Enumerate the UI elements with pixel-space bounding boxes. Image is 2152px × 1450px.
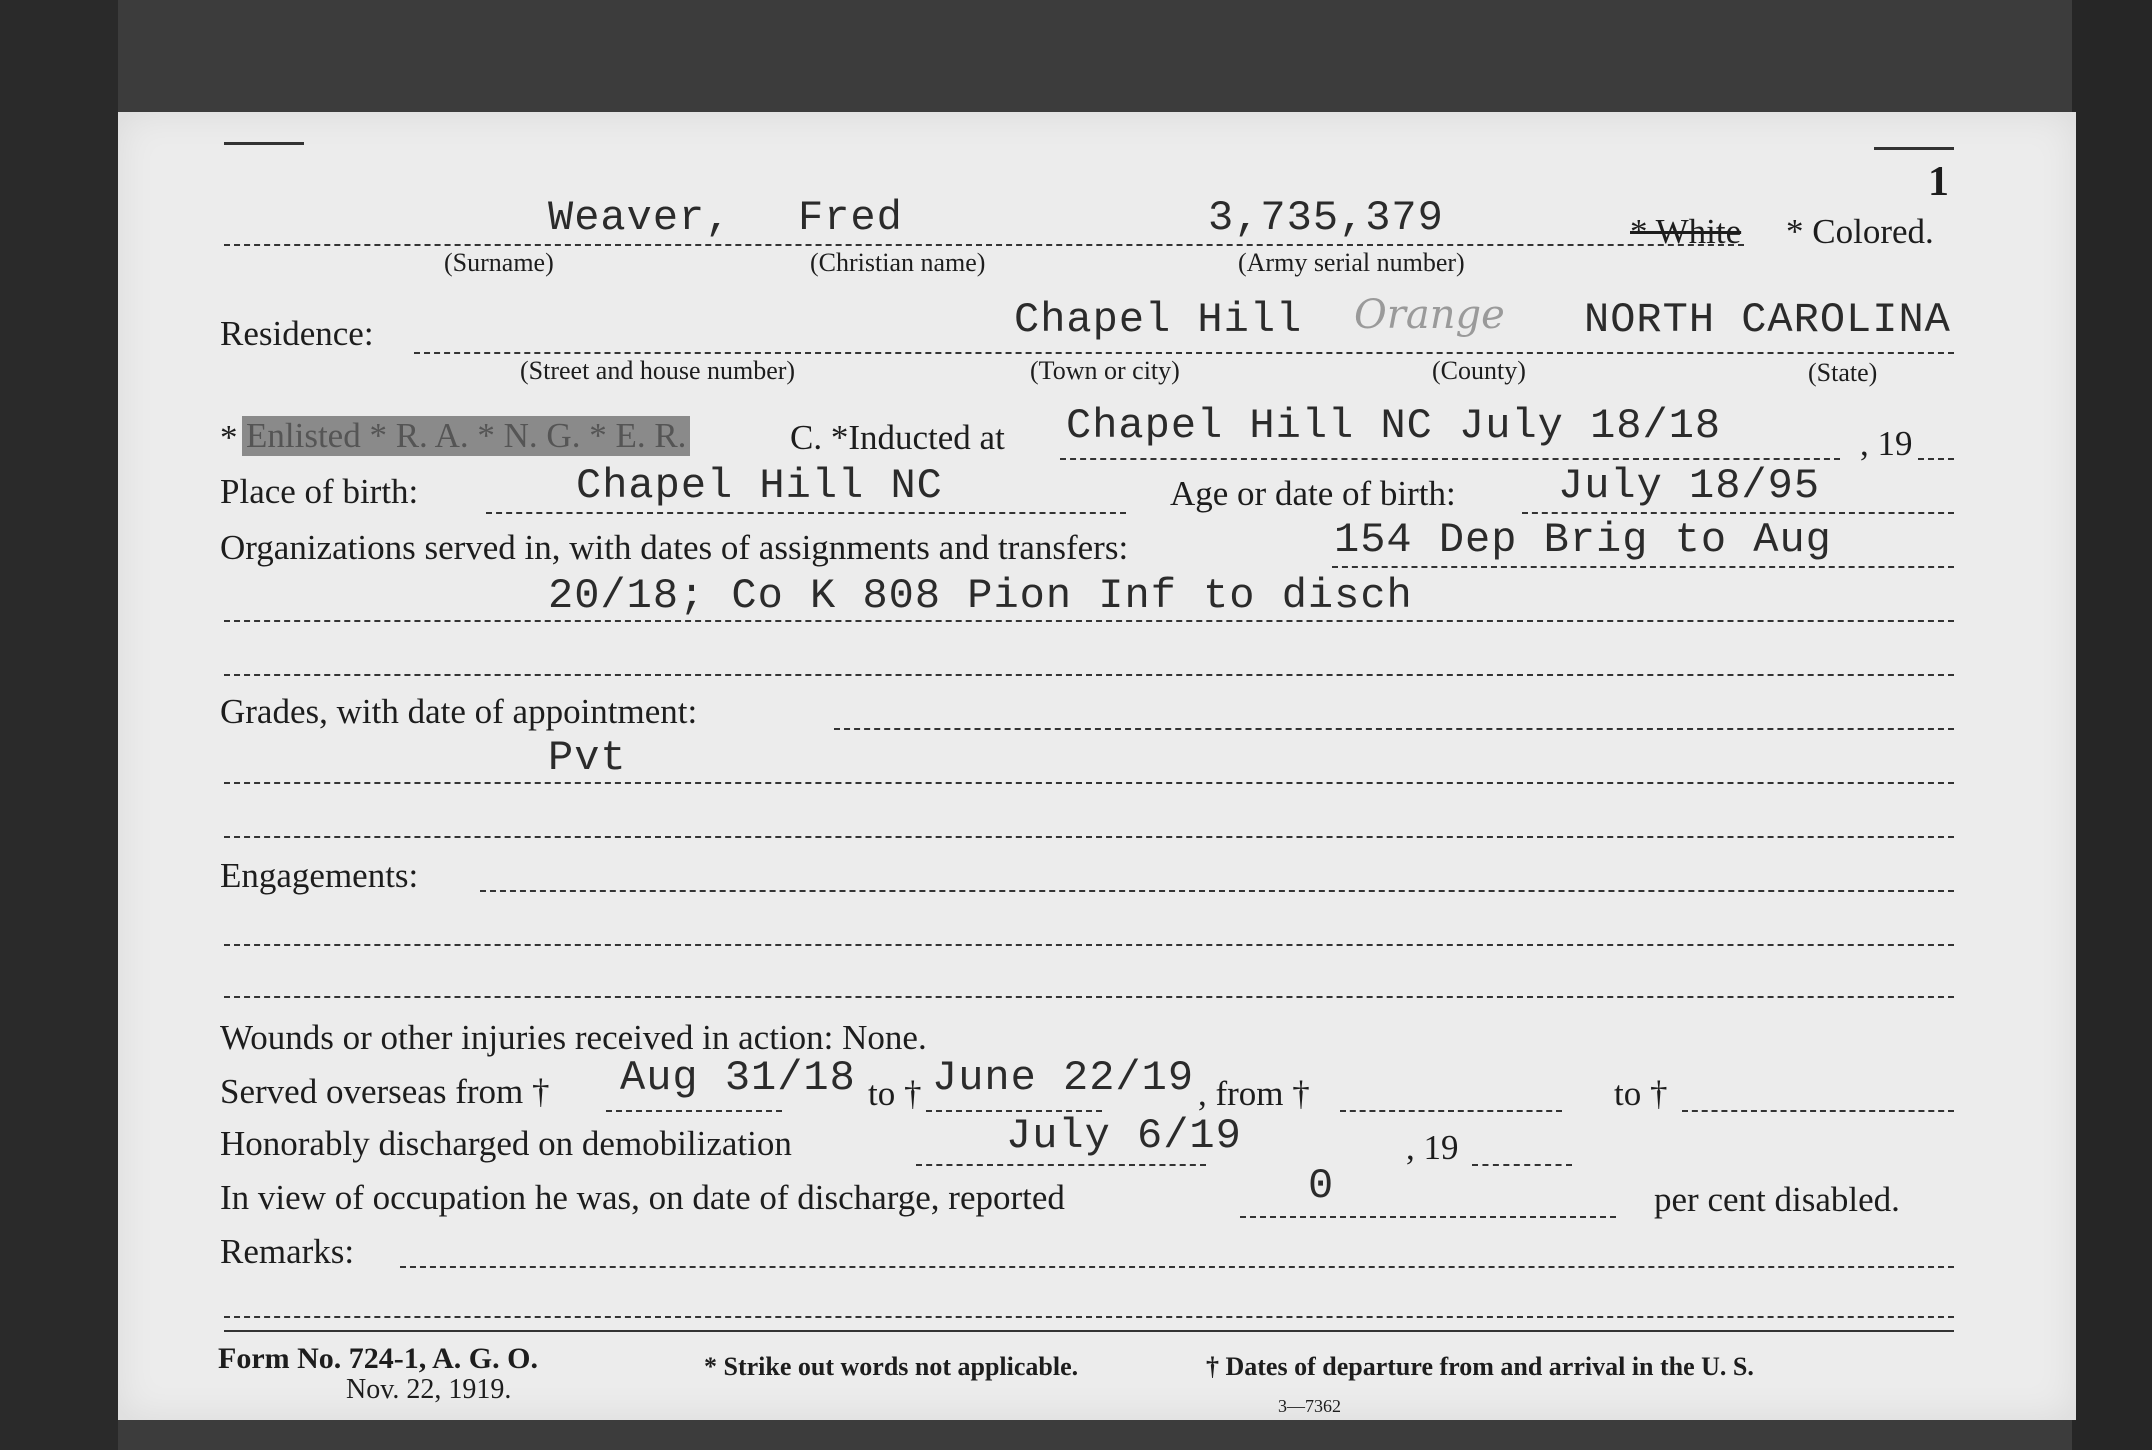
surname-value: Weaver, xyxy=(548,194,732,242)
race-colored: * Colored. xyxy=(1786,212,1934,251)
engagements-line-1 xyxy=(480,890,1954,892)
top-left-rule xyxy=(224,142,304,145)
occupation-label: In view of occupation he was, on date of discharge, reported xyxy=(220,1178,1065,1217)
engagements-label: Engagements: xyxy=(220,856,419,895)
overseas-to-label: to † xyxy=(868,1074,922,1113)
grades-label: Grades, with date of appointment: xyxy=(220,692,698,731)
serial-number-label: (Army serial number) xyxy=(1238,248,1465,277)
overseas-to2-label: to † xyxy=(1614,1074,1668,1113)
inducted-line xyxy=(1060,458,1840,460)
disabled-value: 0 xyxy=(1308,1162,1335,1210)
year-19-label: , 19 xyxy=(1860,424,1913,463)
scan-right-edge xyxy=(2072,0,2152,1450)
organizations-line-3 xyxy=(224,674,1954,676)
town-label: (Town or city) xyxy=(1030,356,1180,385)
birth-place-label: Place of birth: xyxy=(220,472,419,511)
grades-value: Pvt xyxy=(548,734,627,782)
remarks-line-2 xyxy=(224,1316,1954,1318)
county-label: (County) xyxy=(1432,356,1526,385)
scan-left-edge xyxy=(0,0,118,1450)
year-19-line xyxy=(1918,458,1954,460)
overseas-from-value: Aug 31/18 xyxy=(620,1054,856,1102)
enlisted-asterisk: * xyxy=(220,418,238,457)
overseas-to2-line xyxy=(1682,1110,1954,1112)
residence-town: Chapel Hill xyxy=(1014,296,1303,344)
discharge-year-line xyxy=(1472,1164,1572,1166)
overseas-from-line xyxy=(606,1110,782,1112)
surname-label: (Surname) xyxy=(444,248,554,277)
footer-rule xyxy=(224,1330,1954,1332)
inducted-value: Chapel Hill NC July 18/18 xyxy=(1066,402,1722,450)
card-number: 1 xyxy=(1928,159,1949,205)
engagements-line-2 xyxy=(224,944,1954,946)
strike-note: * Strike out words not applicable. xyxy=(704,1352,1079,1381)
street-label: (Street and house number) xyxy=(520,356,796,385)
discharge-year-label: , 19 xyxy=(1406,1128,1459,1167)
race-white-struck: * White xyxy=(1630,212,1742,251)
grades-line-1 xyxy=(834,728,1954,730)
wounds-label: Wounds or other injuries received in action: None. xyxy=(220,1018,927,1057)
overseas-from-label: Served overseas from † xyxy=(220,1072,550,1111)
age-label: Age or date of birth: xyxy=(1170,474,1456,513)
residence-line xyxy=(414,352,1954,354)
print-code: 3—7362 xyxy=(1278,1396,1341,1416)
birth-place-line xyxy=(486,512,1126,514)
christian-name-value: Fred xyxy=(798,194,903,242)
top-right-rule xyxy=(1874,147,1954,150)
discharge-date-value: July 6/19 xyxy=(1006,1112,1242,1160)
inducted-at-label: C. *Inducted at xyxy=(790,418,1005,457)
serial-number-value: 3,735,379 xyxy=(1208,194,1444,242)
residence-label: Residence: xyxy=(220,314,374,353)
form-date: Nov. 22, 1919. xyxy=(346,1374,512,1405)
disabled-line xyxy=(1240,1216,1616,1218)
disabled-label: per cent disabled. xyxy=(1654,1180,1900,1219)
age-line xyxy=(1522,512,1954,514)
organizations-value-2: 20/18; Co K 808 Pion Inf to disch xyxy=(548,572,1413,620)
form-number: Form No. 724-1, A. G. O. xyxy=(218,1342,538,1375)
christian-name-label: (Christian name) xyxy=(810,248,986,277)
service-record-card xyxy=(118,112,2076,1420)
dates-note: † Dates of departure from and arrival in the U. S. xyxy=(1206,1352,1754,1381)
discharge-label: Honorably discharged on demobilization xyxy=(220,1124,792,1163)
remarks-line-1 xyxy=(400,1266,1954,1268)
engagements-line-3 xyxy=(224,996,1954,998)
organizations-value-1: 154 Dep Brig to Aug xyxy=(1334,516,1832,564)
birth-date-value: July 18/95 xyxy=(1558,462,1821,510)
remarks-label: Remarks: xyxy=(220,1232,355,1271)
discharge-line xyxy=(916,1164,1206,1166)
residence-county: Orange xyxy=(1354,292,1505,338)
overseas-from2-line xyxy=(1340,1110,1562,1112)
organizations-label: Organizations served in, with dates of assignments and transfers: xyxy=(220,528,1129,567)
overseas-from2-label: , from † xyxy=(1198,1074,1310,1113)
grades-line-2 xyxy=(224,782,1954,784)
overseas-to-value: June 22/19 xyxy=(932,1054,1195,1102)
enlisted-struck-options: Enlisted * R. A. * N. G. * E. R. xyxy=(242,416,690,456)
residence-state: NORTH CAROLINA xyxy=(1584,296,1951,344)
grades-line-3 xyxy=(224,836,1954,838)
birth-place-value: Chapel Hill NC xyxy=(576,462,943,510)
organizations-line-1 xyxy=(1332,566,1954,568)
state-label: (State) xyxy=(1808,358,1878,387)
organizations-line-2 xyxy=(224,620,1954,622)
name-line xyxy=(224,244,1744,246)
